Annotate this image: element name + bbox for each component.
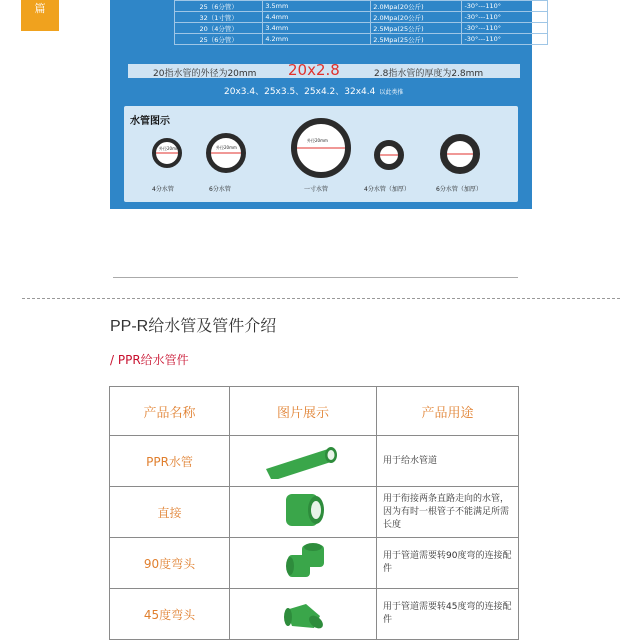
size-example: 20x2.8 bbox=[288, 61, 340, 79]
product-name: 直接 bbox=[110, 487, 230, 538]
product-name: PPR水管 bbox=[110, 436, 230, 487]
red-diameter-line bbox=[380, 146, 398, 164]
table-row bbox=[110, 538, 519, 589]
table-cell: 3.4mm bbox=[263, 23, 371, 34]
table-cell: 2.5Mpa(25公斤) bbox=[371, 23, 462, 34]
section-subtitle: / PPR给水管件 bbox=[110, 353, 189, 367]
table-row bbox=[175, 23, 548, 34]
pipe-cross-section-6fen bbox=[206, 133, 246, 173]
red-diameter-line bbox=[447, 141, 473, 167]
pipe-label-6fen: 6分水管 bbox=[209, 186, 231, 193]
table-row bbox=[110, 436, 519, 487]
pipe-outer-label: 外径20mm bbox=[159, 146, 180, 151]
size-list-text: 20x3.4、25x3.5、25x4.2、32x4.4 bbox=[224, 87, 376, 97]
table-header-row bbox=[110, 387, 519, 436]
elbow-90-image bbox=[258, 539, 348, 583]
pipe-cross-section-1cun bbox=[291, 118, 351, 178]
product-name: 45度弯头 bbox=[110, 589, 230, 640]
size-list bbox=[224, 84, 403, 97]
table-cell: 4.4mm bbox=[263, 12, 371, 23]
red-diameter-line bbox=[297, 124, 345, 172]
table-cell: -30°---110° bbox=[462, 12, 548, 23]
table-cell: 25（6分管） bbox=[175, 1, 263, 12]
pipe-label-4fen-thick: 4分水管（加厚） bbox=[364, 186, 410, 193]
diagram-title: 水管图示 bbox=[130, 116, 170, 127]
pipe-image bbox=[258, 439, 348, 479]
red-diameter-line bbox=[211, 138, 241, 168]
table-row bbox=[110, 589, 519, 640]
category-tag[interactable] bbox=[21, 0, 59, 31]
table-cell: -30°---110° bbox=[462, 34, 548, 45]
table-cell: 20（4分管） bbox=[175, 23, 263, 34]
pipe-label-1cun: 一寸水管 bbox=[304, 186, 329, 193]
section-title: PP-R给水管及管件介绍 bbox=[110, 318, 277, 335]
dashed-divider bbox=[22, 298, 620, 299]
table-cell: 3.5mm bbox=[263, 1, 371, 12]
product-usage: 用于管道需要转90度弯的连接配件 bbox=[377, 538, 519, 589]
table-cell: 2.5Mpa(25公斤) bbox=[371, 34, 462, 45]
table-row bbox=[175, 34, 548, 45]
size-list-note: 以此类推 bbox=[379, 89, 404, 96]
wall-thickness-note: 2.8指水管的厚度为2.8mm bbox=[374, 69, 484, 79]
divider-line bbox=[113, 277, 518, 278]
product-image-coupling bbox=[230, 487, 377, 538]
product-name: 90度弯头 bbox=[110, 538, 230, 589]
pipe-cross-section-6fen-thick bbox=[440, 134, 480, 174]
product-image-pipe bbox=[230, 436, 377, 487]
table-row bbox=[110, 487, 519, 538]
outer-diameter-note: 20指水管的外径为20mm bbox=[153, 69, 257, 79]
table-cell: -30°---110° bbox=[462, 1, 548, 12]
table-cell: 2.0Mpa(20公斤) bbox=[371, 12, 462, 23]
pipe-label-4fen: 4分水管 bbox=[152, 186, 174, 193]
product-image-elbow-45 bbox=[230, 589, 377, 640]
table-row bbox=[175, 12, 548, 23]
table-row bbox=[175, 1, 548, 12]
product-usage: 用于管道需要转45度弯的连接配件 bbox=[377, 589, 519, 640]
product-usage: 用于给水管道 bbox=[377, 436, 519, 487]
pipe-outer-label: 外径20mm bbox=[307, 138, 328, 143]
table-cell: 32（1寸管） bbox=[175, 12, 263, 23]
table-cell: -30°---110° bbox=[462, 23, 548, 34]
spec-table bbox=[174, 0, 548, 45]
pipe-cross-section-4fen-thick bbox=[374, 140, 404, 170]
product-usage: 用于衔接两条直路走向的水管，因为有时一根管子不能满足所需长度 bbox=[377, 487, 519, 538]
table-cell: 4.2mm bbox=[263, 34, 371, 45]
coupling-image bbox=[258, 488, 348, 532]
header-usage: 产品用途 bbox=[377, 387, 519, 436]
product-image-elbow-90 bbox=[230, 538, 377, 589]
table-cell: 25（6分管） bbox=[175, 34, 263, 45]
size-explanation bbox=[128, 61, 520, 79]
pipe-diagram bbox=[124, 106, 518, 202]
elbow-45-image bbox=[258, 590, 348, 634]
header-picture: 图片展示 bbox=[230, 387, 377, 436]
category-tag-label: 篇 bbox=[34, 2, 46, 15]
table-cell: 2.0Mpa(20公斤) bbox=[371, 1, 462, 12]
pipe-outer-label: 外径20mm bbox=[216, 145, 237, 150]
pipe-label-6fen-thick: 6分水管（加厚） bbox=[436, 186, 482, 193]
pipe-spec-banner bbox=[110, 0, 532, 209]
fittings-table bbox=[109, 386, 519, 640]
pipe-cross-section-4fen bbox=[152, 138, 182, 168]
header-product-name: 产品名称 bbox=[110, 387, 230, 436]
